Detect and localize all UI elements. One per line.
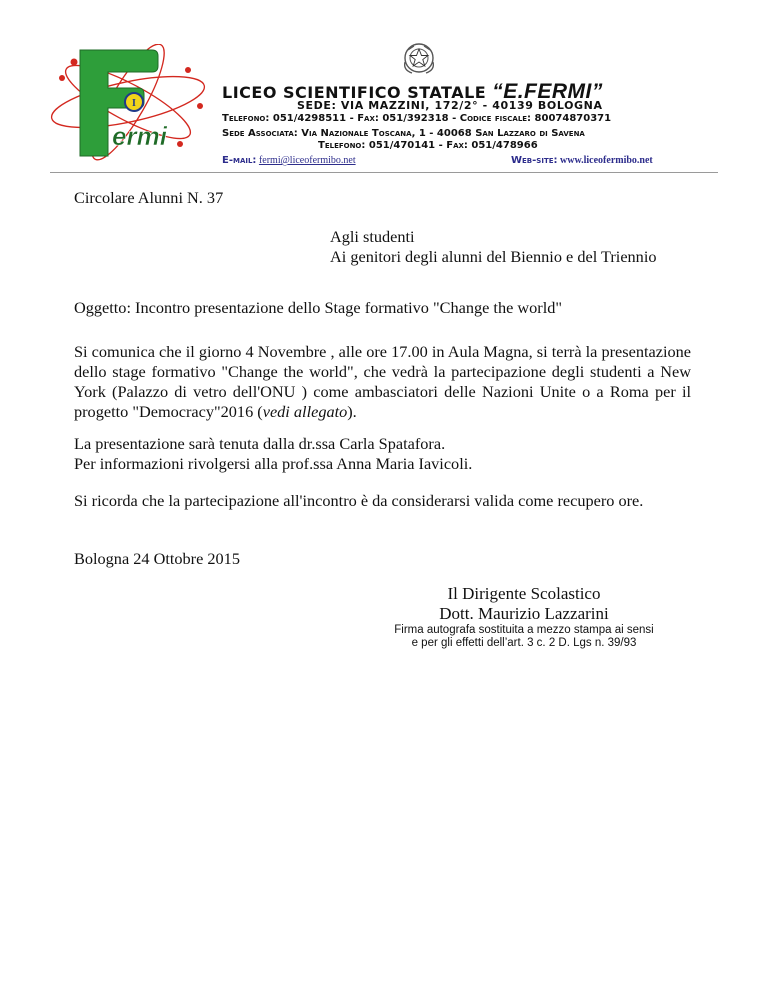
contact-line: Per informazioni rivolgersi alla prof.ssa Anna Maria Iavicoli. [74,454,473,473]
document-date: Bologna 24 Ottobre 2015 [74,549,240,568]
signature-note-line: e per gli effetti dell’art. 3 c. 2 D. Lgs n. 39/93 [411,637,637,649]
recipient-line: Ai genitori degli alunni del Biennio e del Triennio [330,247,657,266]
paragraph-text: Si comunica che il giorno 4 Novembre , alle ore 17.00 in Aula Magna, si terrà la presentazione dello stage formativo "Change the world", che vedrà la partecipazione degli studenti a New York (Palazzo di vetro dell'ONU ) come ambasciatori delle Nazioni Unite o a Roma per il progetto "Democracy"2016 ( [74,342,691,421]
recipient-line: Agli studenti [330,227,415,246]
email-label: E-mail: [222,155,257,166]
credit-paragraph: Si ricorda che la partecipazione all'incontro è da considerarsi valida come recupero ore. [74,491,644,510]
signature-title: Il Dirigente Scolastico [447,584,601,603]
announcement-paragraph [74,342,691,422]
subject-line: Oggetto: Incontro presentazione dello Stage formativo "Change the world" [74,298,563,317]
school-name: “E.FERMI” [492,80,603,103]
circular-number: Circolare Alunni N. 37 [74,188,224,207]
website-link[interactable]: www.liceofermibo.net [560,155,653,166]
svg-text:I: I [132,98,136,109]
email-link[interactable]: fermi@liceofermibo.net [258,155,356,166]
recipients [330,227,657,267]
paragraph-end: ). [347,402,357,421]
logo-text: ermi [112,121,167,151]
signature-note-line: Firma autografa sostituita a mezzo stampa ai sensi [394,624,654,636]
school-contacts: Telefono: 051/4298511 - Fax: 051/392318 - Codice fiscale: 80074870371 [222,113,612,124]
website-label: Web-site: [511,155,558,166]
associated-site-address: Sede Associata: Via Nazionale Toscana, 1 - 40068 San Lazzaro di Savena [222,128,585,139]
presenter-paragraph [74,434,691,474]
presenter-line: La presentazione sarà tenuta dalla dr.ssa Carla Spatafora. [74,434,446,453]
attachment-note: vedi allegato [262,402,348,421]
school-type: LICEO SCIENTIFICO STATALE [222,83,487,102]
header-divider [50,172,718,173]
italian-emblem-icon [400,40,438,76]
associated-site-contacts: Telefono: 051/470141 - Fax: 051/478966 [318,140,538,151]
signature-name: Dott. Maurizio Lazzarini [439,604,609,623]
email-line [222,155,356,166]
school-logo [50,44,215,162]
website-line [511,155,653,166]
school-address: SEDE: VIA MAZZINI, 172/2° - 40139 BOLOGNA [297,99,603,112]
signature-note [380,624,668,650]
